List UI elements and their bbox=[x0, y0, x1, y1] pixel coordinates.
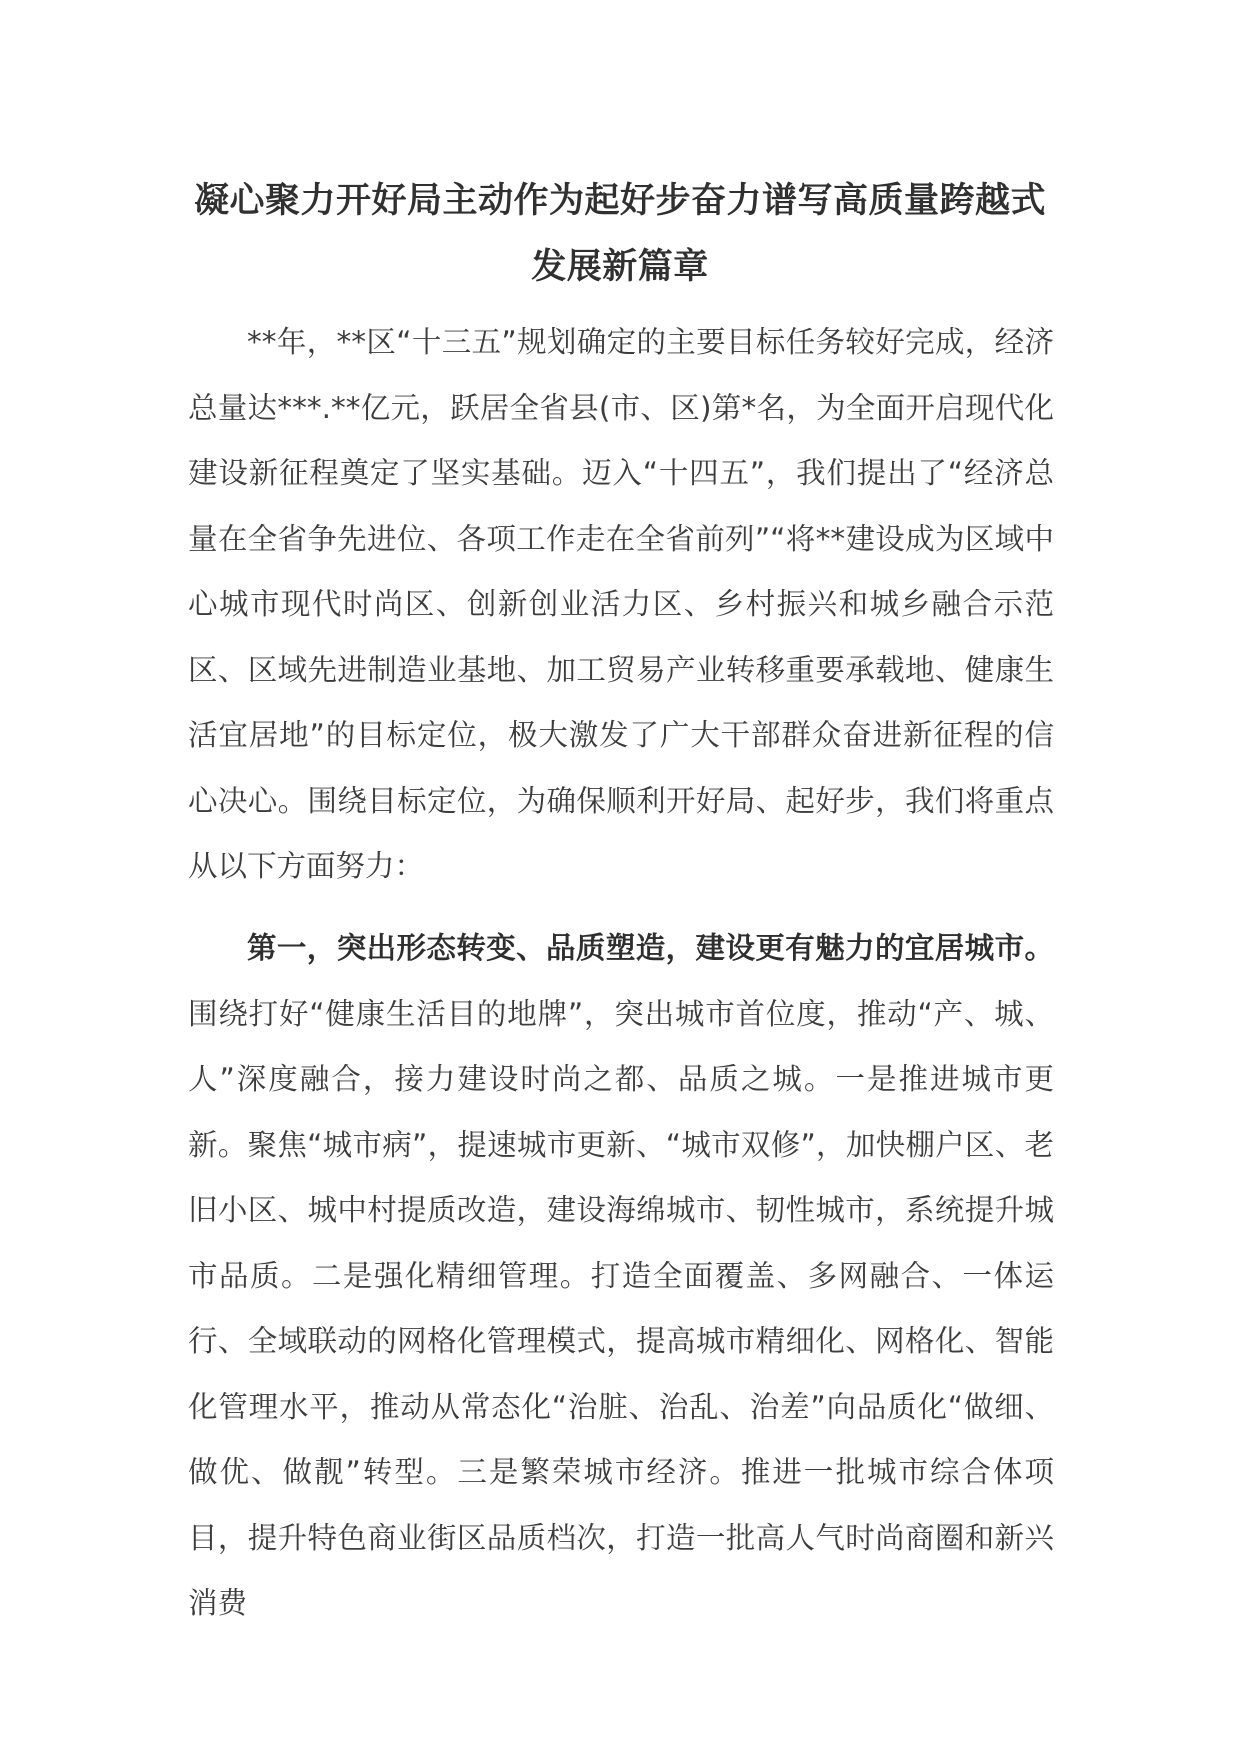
document-title: 凝心聚力开好局主动作为起好步奋力谱写高质量跨越式发展新篇章 bbox=[193, 181, 1046, 287]
paragraph-first-point bbox=[188, 916, 1054, 1637]
paragraph-intro-text: **年，**区“十三五”规划确定的主要目标任务较好完成，经济总量达***.**亿元，跃居全省县(市、区)第*名，为全面开启现代化建设新征程奠定了坚实基础。迈入“十四五”，我们提出了“经济总量在全省争先进位、各项工作走在全省前列”“将**建设成为区域中心城市现代时尚区、创新创业活力区、乡村振兴和城乡融合示范区、区域先进制造业基地、加工贸易产业转移重要承载地、健康生活宜居地”的目标定位，极大激发了广大干部群众奋进新征程的信心决心。围绕目标定位，为确保顺利开好局、起好步，我们将重点从以下方面努力： bbox=[188, 325, 1054, 883]
paragraph-first-point-text: 围绕打好“健康生活目的地牌”，突出城市首位度，推动“产、城、人”深度融合，接力建设时尚之都、品质之城。一是推进城市更新。聚焦“城市病”，提速城市更新、“城市双修”，加快棚户区、老旧小区、城中村提质改造，建设海绵城市、韧性城市，系统提升城市品质。二是强化精细管理。打造全面覆盖、多网融合、一体运行、全域联动的网格化管理模式，提高城市精细化、网格化、智能化管理水平，推动从常态化“治脏、治乱、治差”向品质化“做细、做优、做靓”转型。三是繁荣城市经济。推进一批城市综合体项目，提升特色商业街区品质档次，打造一批高人气时尚商圈和新兴消费 bbox=[188, 996, 1054, 1620]
paragraph-first-point-lead: 第一，突出形态转变、品质塑造，建设更有魅力的宜居城市。 bbox=[247, 931, 1054, 965]
paragraph-intro bbox=[188, 310, 1054, 900]
